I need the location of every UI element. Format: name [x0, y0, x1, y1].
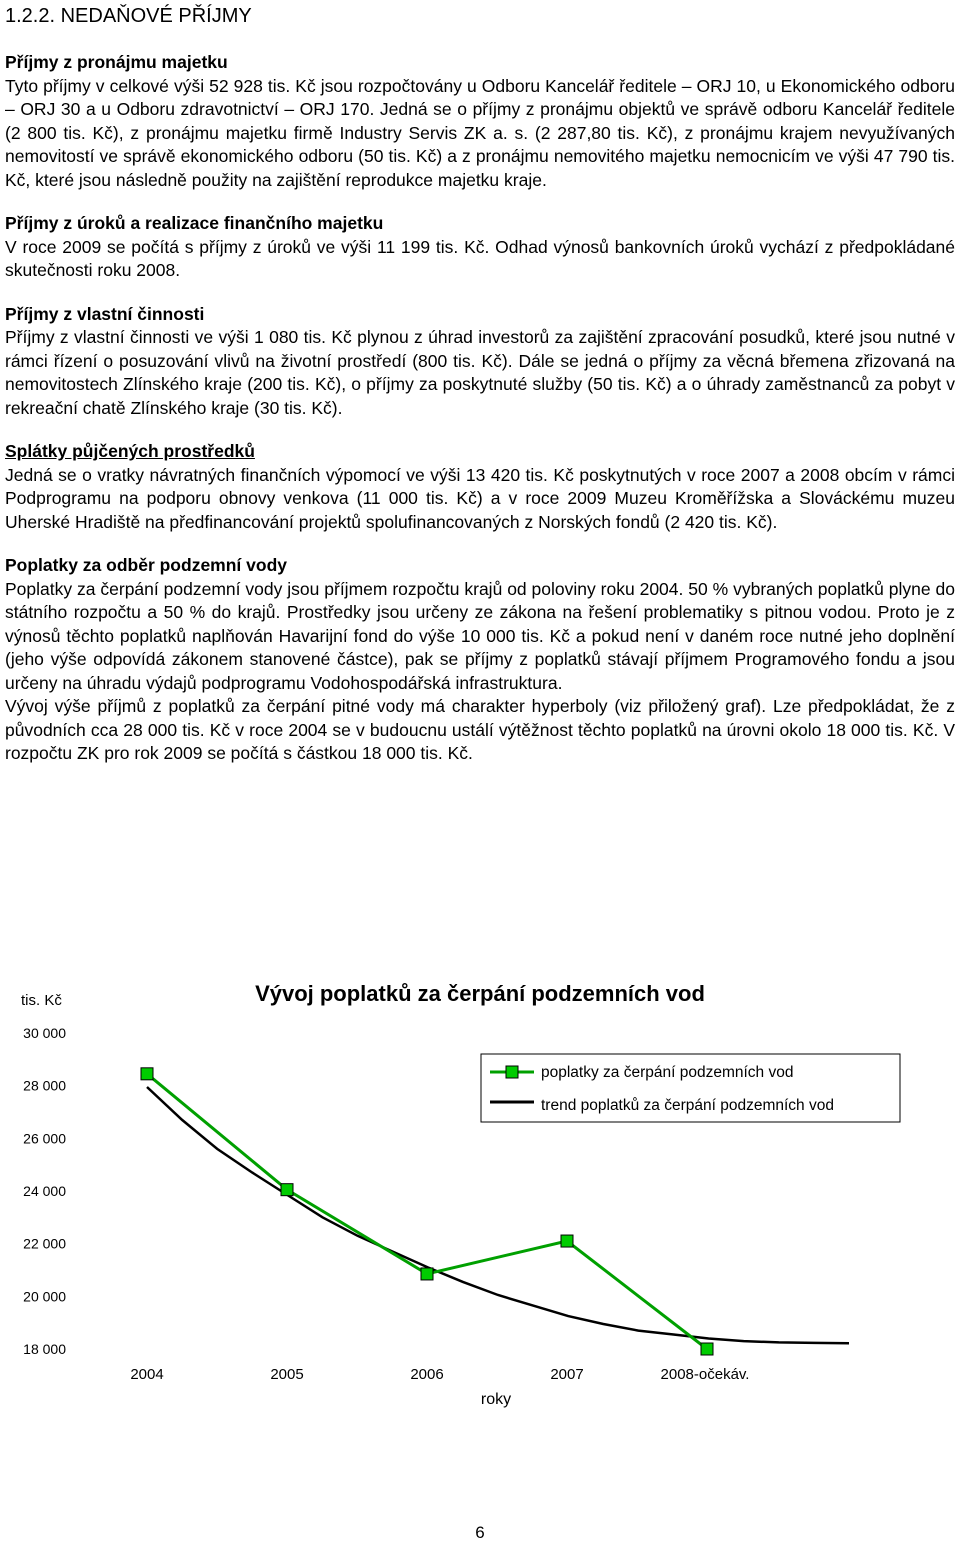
section-title: Splátky půjčených prostředků: [5, 441, 255, 461]
section-paragraph: Jedná se o vratky návratných finančních výpomocí ve výši 13 420 tis. Kč poskytnutých v roce 2007 a 2008 obcím v rámci Podprogramu na podporu obnovy venkova (11 000 tis. Kč) a v roce 2009 Muzeu Kroměřížska a Slováckému muzeu Uherské Hradiště na předfinancování projektů spolufinancovaných z Norských fondů (2 420 tis. Kč).: [5, 464, 955, 532]
section: [5, 51, 955, 192]
document-page: [5, 0, 955, 766]
page-number: 6: [475, 1523, 485, 1542]
section-paragraph: Vývoj výše příjmů z poplatků za čerpání pitné vody má charakter hyperboly (viz přiložený graf). Lze předpokládat, že z původních cca 28 000 tis. Kč v roce 2004 se v budoucnu ustálí výtěžnost těchto poplatků na úrovni okolo 18 000 tis. Kč. V rozpočtu ZK pro rok 2009 se počítá s částkou 18 000 tis. Kč.: [5, 696, 955, 763]
legend-series-label: poplatky za čerpání podzemních vod: [541, 1064, 794, 1081]
chart-title: Vývoj poplatků za čerpání podzemních vod: [255, 981, 705, 1006]
x-tick-label: 2008-očekáv.: [660, 1366, 750, 1383]
data-point-marker: [561, 1235, 573, 1247]
y-tick-label: 28 000: [23, 1077, 66, 1094]
y-tick-label: 26 000: [23, 1130, 66, 1147]
y-tick-label: 30 000: [23, 1025, 66, 1041]
y-tick-label: 20 000: [23, 1288, 66, 1305]
section-title: Příjmy z pronájmu majetku: [5, 52, 228, 72]
section: [5, 440, 955, 534]
chapter-heading: 1.2.2. NEDAŇOVÉ PŘÍJMY: [5, 5, 252, 27]
section: [5, 212, 955, 283]
data-point-marker: [141, 1068, 153, 1080]
data-point-marker: [281, 1184, 293, 1196]
section-paragraph: Tyto příjmy v celkové výši 52 928 tis. Kč jsou rozpočtovány u Odboru Kancelář ředitele – ORJ 10, u Ekonomického odboru – ORJ 30 a u Odboru zdravotnictví – ORJ 170. Jedná se o příjmy z pronájmu objektů ve správě odboru Kancelář ředitele (2 800 tis. Kč), z pronájmu majetku firmě Industry Servis ZK a. s. (2 287,80 tis. Kč), z pronájmu krajem nevyužívaných nemovitostí ve správě ekonomického odboru (50 tis. Kč) a z pronájmu nemovitého majetku nemocnicím ve výši 47 790 tis. Kč, které jsou následně použity na zajištění reprodukce majetku kraje.: [5, 75, 955, 190]
section-title: Příjmy z vlastní činnosti: [5, 303, 205, 324]
section: [5, 303, 955, 421]
x-tick-label: 2006: [410, 1366, 444, 1383]
x-axis-label: roky: [480, 1391, 512, 1408]
y-tick-label: 22 000: [23, 1235, 66, 1252]
y-axis-label: tis. Kč: [21, 992, 62, 1009]
x-tick-label: 2007: [550, 1366, 584, 1383]
section-title: Poplatky za odběr podzemní vody: [5, 555, 287, 575]
section-title: Příjmy z úroků a realizace finančního majetku: [5, 213, 384, 233]
section-paragraph: Příjmy z vlastní činnosti ve výši 1 080 tis. Kč plynou z úhrad investorů za zajištění zpracování posudků, které jsou nutné v rámci řízení o posuzování vlivů na životní prostředí (800 tis. Kč). Dále se jedná o příjmy za věcná břemena zřizovaná na nemovitostech Zlínského kraje (200 tis. Kč), o příjmy za poskytnuté služby (50 tis. Kč) a o úhrady zaměstnanců za pobyt v rekreační chatě Zlínského kraje (30 tis. Kč).: [5, 327, 955, 418]
data-point-marker: [701, 1343, 713, 1355]
y-tick-label: 24 000: [23, 1183, 66, 1199]
section: [5, 554, 955, 766]
chart-container: [0, 965, 960, 1415]
x-tick-label: 2004: [130, 1366, 164, 1383]
section-paragraph: V roce 2009 se počítá s příjmy z úroků ve výši 11 199 tis. Kč. Odhad výnosů bankovních úroků vychází z předpokládané skutečnosti roku 2008.: [5, 236, 955, 280]
section-paragraph: Poplatky za čerpání podzemní vody jsou příjmem rozpočtu krajů od poloviny roku 2004. 50 % vybraných poplatků plyne do státního rozpočtu a 50 % do krajů. Prostředky jsou určeny ze zákona na řešení problematiky s pitnou vodou. Proto je z výnosů těchto poplatků naplňován Havarijní fond do výše 10 000 tis. Kč a pokud není v daném roce nutné jeho doplnění (jeho výše odpovídá zákonem stanovené částce), pak se příjmy z poplatků stávají příjmem Programového fondu a jsou určeny na úhradu výdajů podprogramu Vodohospodářská infrastruktura.: [5, 578, 955, 693]
fee-chart: [0, 965, 960, 1415]
legend-series-marker: [506, 1066, 518, 1078]
x-tick-label: 2005: [270, 1366, 304, 1383]
sections-container: [5, 51, 955, 766]
y-tick-label: 18 000: [23, 1341, 66, 1357]
data-point-marker: [421, 1268, 433, 1280]
legend-trend-label: trend poplatků za čerpání podzemních vod: [541, 1097, 834, 1114]
trend-line: [147, 1087, 849, 1343]
